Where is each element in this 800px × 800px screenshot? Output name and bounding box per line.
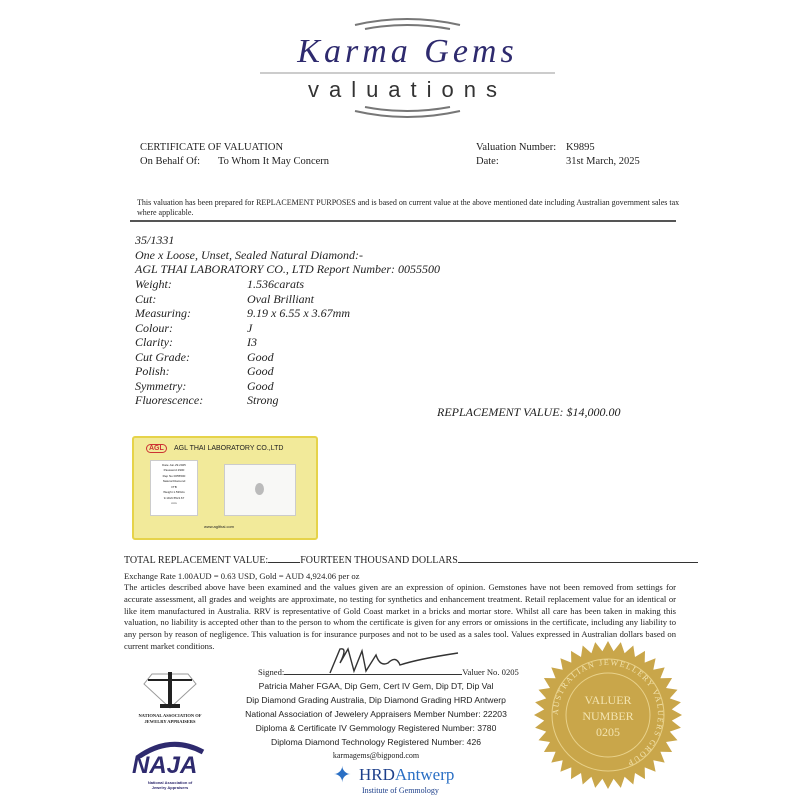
spec-label: Clarity: <box>135 335 173 349</box>
disclaimer: This valuation has been prepared for REPLACEMENT PURPOSES and is based on current value at the above mentioned date including Australian government sales tax where applicable. <box>137 198 680 217</box>
agl-url: www.aglthai.com <box>204 524 235 529</box>
spec-label: Weight: <box>135 277 172 291</box>
item-desc: One x Loose, Unset, Sealed Natural Diamond:- <box>135 248 363 262</box>
agl-info-line: Password 2900 <box>163 468 185 472</box>
item-report: AGL THAI LABORATORY CO., LTD Report Number: 0055500 <box>135 262 441 276</box>
spec-value: 1.536carats <box>247 277 304 291</box>
certificate-title: CERTIFICATE OF VALUATION <box>140 142 284 153</box>
agl-info-line: Weight 1.536cts <box>163 490 185 494</box>
agl-title: AGL THAI LABORATORY CO.,LTD <box>174 445 284 452</box>
behalf-label: On Behalf Of: <box>140 156 201 167</box>
exchange-rate: Exchange Rate 1.00AUD = 0.63 USD, Gold = AUD 4,924.06 per oz <box>124 571 360 581</box>
signature-icon <box>318 645 468 677</box>
spec-label: Symmetry: <box>135 378 187 393</box>
seal-line3: 0205 <box>596 725 620 739</box>
credential-line: Patricia Maher FGAA, Dip Gem, Cert IV Gem, Dip DT, Dip Val <box>258 681 494 691</box>
diamond-box <box>224 464 296 516</box>
agl-logo: AGL <box>146 444 167 453</box>
scales-logo-icon <box>140 668 200 712</box>
diamond-icon <box>255 483 264 495</box>
total-value: FOURTEEN THOUSAND DOLLARS <box>300 555 458 566</box>
seal-line2: NUMBER <box>582 709 634 723</box>
credential-line: Dip Diamond Grading Australia, Dip Diamond Grading HRD Antwerp <box>246 695 506 705</box>
spec-label: Fluorescence: <box>135 393 204 407</box>
agl-info-panel <box>150 460 198 516</box>
total-replacement <box>124 555 698 566</box>
valuation-number: K9895 <box>566 142 595 153</box>
logo-script: Karma Gems <box>297 33 518 70</box>
spec-value: Oval Brilliant <box>247 291 314 306</box>
antwerp-text: Antwerp <box>394 765 455 784</box>
hrd-sub: Institute of Gemmology <box>362 786 439 795</box>
behalf-value: To Whom It May Concern <box>218 156 330 167</box>
item-ref: 35/1331 <box>135 233 175 247</box>
seal-line1: VALUER <box>584 693 632 707</box>
agl-info-line: Natural Diamond <box>162 479 186 483</box>
spec-value: J <box>247 320 253 335</box>
replacement-value: REPLACEMENT VALUE: $14,000.00 <box>437 405 621 419</box>
naja-association-text: NATIONAL ASSOCIATION OF JEWELRY APPRAISERS <box>138 713 202 724</box>
valuer-number: Valuer No. 0205 <box>462 667 519 677</box>
date-value: 31st March, 2025 <box>566 156 640 167</box>
naja-logo: NAJA <box>132 752 198 779</box>
spec-value: Strong <box>247 393 279 407</box>
gold-seal <box>533 640 683 790</box>
agl-card-photo <box>132 436 318 540</box>
seal-ring-text: AUSTRALIAN JEWELLERY VALUERS GROUP <box>550 657 666 768</box>
credential-line: Diploma & Certificate IV Gemmology Registered Number: 3780 <box>255 723 497 733</box>
agl-info-line: Date Jun.29.2025 <box>162 462 186 467</box>
credential-line: Diploma Diamond Technology Registered Number: 426 <box>270 737 482 747</box>
agl-info-line: I/TB <box>171 484 177 489</box>
spec-value: Good <box>247 364 274 378</box>
spec-value: I3 <box>247 335 257 349</box>
email: karmagems@bigpond.com <box>332 751 420 760</box>
logo-word: valuations <box>307 77 508 102</box>
spec-label: Cut Grade: <box>135 349 190 364</box>
naja-sub2: Jewelry Appraisers <box>151 785 189 790</box>
spec-value: 9.19 x 6.55 x 3.67mm <box>247 306 350 320</box>
valuation-number-label: Valuation Number: <box>476 142 557 153</box>
agl-info-line: mm <box>171 501 177 505</box>
logo <box>255 15 560 120</box>
spec-label: Polish: <box>135 364 170 378</box>
hrd-text: HRD <box>359 765 395 784</box>
hrd-star-icon: ✦ <box>333 762 352 787</box>
credential-line: National Association of Jewelery Appraisers Member Number: 22203 <box>245 709 507 719</box>
agl-info-line: Rep No 0055500 <box>162 473 186 478</box>
spec-label: Measuring: <box>135 306 191 320</box>
spec-value: Good <box>247 349 274 364</box>
spec-label: Colour: <box>135 320 174 335</box>
spec-value: Good <box>247 378 274 393</box>
date-label: Date: <box>476 156 499 167</box>
spec-label: Cut: <box>135 291 157 306</box>
divider <box>130 220 676 222</box>
total-label: TOTAL REPLACEMENT VALUE: <box>124 555 269 566</box>
agl-info-line: 9.19x6.55x3.67 <box>163 495 185 500</box>
signed-label: Signed: <box>258 667 285 677</box>
terms: The articles described above have been examined and the values given are an expression of opinion. Gemstones have not been removed from settings for accurate assessment, all grades and weights are approximate, no testing for synthetics and enhancement treatment. Retail replacement value for an identical or like item manufactured in Australia. RRV is representative of Gold Coast market in a bricks and mortar store. Whilst all care has been taken in making this valuation, no liability is accepted other than to the person to whom the certificate is given for any errors or omissions in the certificate, including any liability to any person by reason of negligence. This valuation is for insurance purposes and not to be used as a sales tool. Values expressed in Australian dollars based on current market conditions. <box>124 582 676 651</box>
naja-sub1: National Association of <box>147 780 193 785</box>
hrd-logo <box>359 766 454 784</box>
